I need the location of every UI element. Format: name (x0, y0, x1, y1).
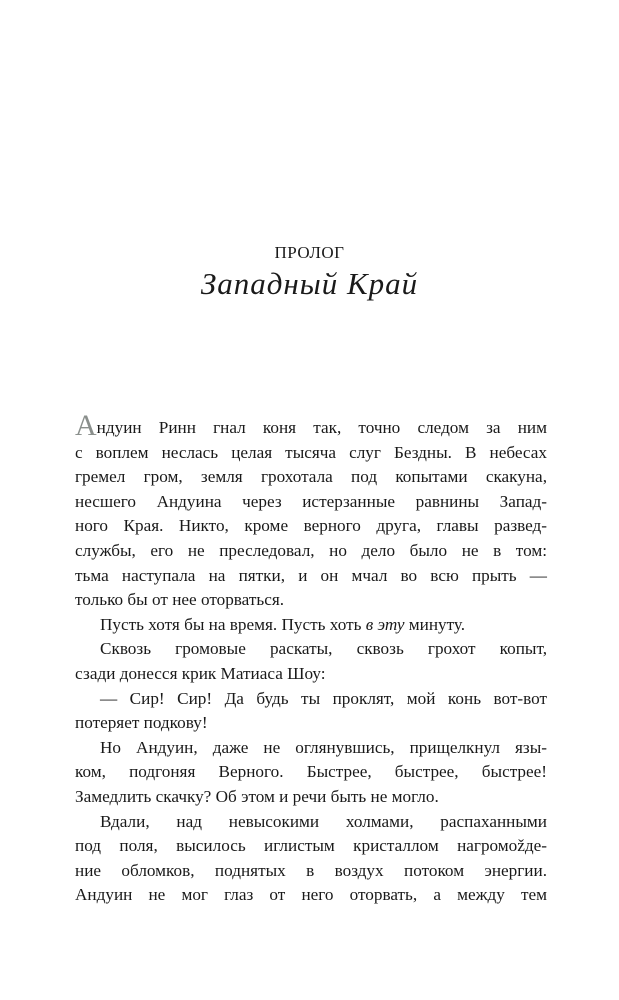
text-line: — Сир! Сир! Да будь ты проклят, мой конь вот-вот (100, 688, 547, 708)
emphasis: в эту (365, 614, 405, 634)
text-line: службы, его не преследовал, но дело было не в том: (75, 540, 547, 560)
text-line: Но Андуин, даже не оглянувшись, прищелкнул язы- (100, 737, 547, 757)
text-line: Вдали, над невысокими холмами, распаханными (100, 811, 547, 831)
text-line: под поля, высилось иглистым кристаллом нагромožде- (75, 836, 547, 856)
text-line: только бы от нее оторваться. (75, 590, 285, 610)
text-line: ние обломков, поднятых в воздух потоком энергии. (75, 860, 547, 880)
text-line: Пусть хотя бы на время. Пусть хоть в эту минуту. (100, 614, 466, 634)
drop-cap: А (75, 409, 97, 442)
text-line: потеряет подкову! (75, 713, 208, 733)
text-line: ком, подгоняя Верного. Быстрее, быстрее, быстрее! (75, 762, 547, 782)
text-line: Замедлить скачку? Об этом и речи быть не могло. (75, 786, 439, 806)
text-line: Андуин не мог глаз от него оторвать, а между тем (75, 885, 547, 905)
body-text (75, 409, 547, 908)
text-line: Сквозь громовые раскаты, сквозь грохот копыт, (100, 639, 547, 659)
text-line: Андуин Ринн гнал коня так, точно следом за ним (75, 409, 547, 442)
text-line: тьма наступала на пятки, и он мчал во всю прыть — (75, 565, 547, 585)
text-line: сзади донесся крик Матиаса Шоу: (75, 663, 326, 683)
text-line: с воплем неслась целая тысяча слуг Бездны. В небесах (75, 442, 547, 462)
chapter-title: Западный Край (200, 266, 419, 301)
text-line: несшего Андуина через истерзанные равнины Запад- (75, 491, 547, 511)
text-line: ного Края. Никто, кроме верного друга, главы развед- (75, 516, 547, 536)
chapter-kicker: ПРОЛОГ (274, 243, 345, 262)
text-line: гремел гром, земля грохотала под копытами скакуна, (75, 467, 547, 487)
